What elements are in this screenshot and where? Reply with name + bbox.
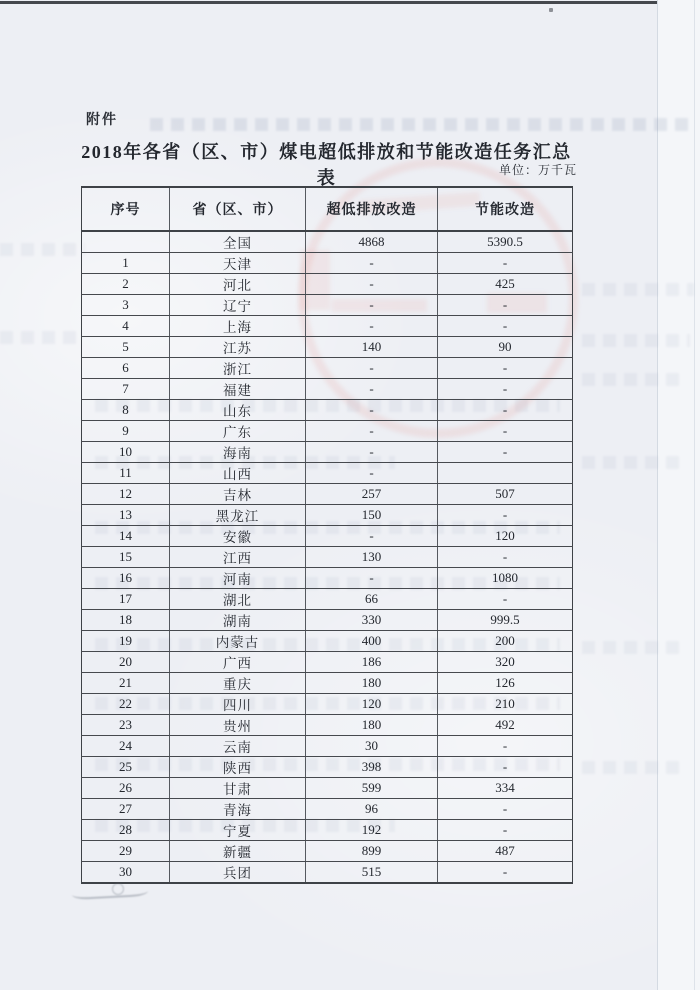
cell-ultra-low-emission: 899 (306, 841, 438, 862)
table-row (82, 379, 573, 400)
cell-no: 9 (82, 421, 170, 442)
table-row (82, 358, 573, 379)
cell-no: 1 (82, 253, 170, 274)
cell-ultra-low-emission: - (306, 316, 438, 337)
cell-province: 兵团 (170, 862, 306, 884)
column-header-no: 序号 (82, 187, 170, 231)
table-row (82, 631, 573, 652)
cell-ultra-low-emission: 192 (306, 820, 438, 841)
table-row (82, 610, 573, 631)
cell-ultra-low-emission: 180 (306, 715, 438, 736)
attachment-label: 附件 (86, 113, 118, 128)
cell-ultra-low-emission: - (306, 526, 438, 547)
table-row (82, 652, 573, 673)
cell-province: 河南 (170, 568, 306, 589)
cell-province: 吉林 (170, 484, 306, 505)
cell-province: 甘肃 (170, 778, 306, 799)
cell-ultra-low-emission: - (306, 295, 438, 316)
cell-ultra-low-emission: 66 (306, 589, 438, 610)
cell-province: 江苏 (170, 337, 306, 358)
table-row (82, 526, 573, 547)
cell-ultra-low-emission: 400 (306, 631, 438, 652)
bleedthrough-text (0, 243, 85, 256)
cell-no (82, 231, 170, 253)
cell-energy-saving: 5390.5 (438, 231, 573, 253)
column-header-ultra-low-emission: 超低排放改造 (306, 187, 438, 231)
cell-no: 27 (82, 799, 170, 820)
table-header-row (82, 187, 573, 231)
cell-no: 15 (82, 547, 170, 568)
table-row (82, 400, 573, 421)
cell-energy-saving: - (438, 442, 573, 463)
cell-province: 湖南 (170, 610, 306, 631)
cell-no: 30 (82, 862, 170, 884)
cell-ultra-low-emission: 150 (306, 505, 438, 526)
cell-energy-saving: - (438, 736, 573, 757)
cell-ultra-low-emission: 130 (306, 547, 438, 568)
scan-speck (549, 8, 553, 12)
cell-no: 23 (82, 715, 170, 736)
column-header-province: 省（区、市） (170, 187, 306, 231)
cell-no: 26 (82, 778, 170, 799)
cell-energy-saving: - (438, 316, 573, 337)
cell-no: 28 (82, 820, 170, 841)
summary-table (81, 186, 573, 884)
cell-energy-saving: 999.5 (438, 610, 573, 631)
cell-province: 广西 (170, 652, 306, 673)
bleedthrough-text (150, 118, 690, 131)
table-row (82, 484, 573, 505)
table-row (82, 421, 573, 442)
page-number-smudge (72, 886, 148, 900)
table-row (82, 589, 573, 610)
cell-no: 2 (82, 274, 170, 295)
table-row (82, 820, 573, 841)
table-row (82, 694, 573, 715)
table-row (82, 253, 573, 274)
cell-energy-saving: - (438, 505, 573, 526)
cell-energy-saving: 492 (438, 715, 573, 736)
cell-province: 陕西 (170, 757, 306, 778)
cell-ultra-low-emission: 398 (306, 757, 438, 778)
cell-energy-saving: 200 (438, 631, 573, 652)
cell-energy-saving (438, 463, 573, 484)
table-row (82, 673, 573, 694)
cell-province: 宁夏 (170, 820, 306, 841)
cell-no: 12 (82, 484, 170, 505)
cell-no: 29 (82, 841, 170, 862)
cell-province: 贵州 (170, 715, 306, 736)
cell-province: 河北 (170, 274, 306, 295)
cell-energy-saving: - (438, 757, 573, 778)
cell-no: 22 (82, 694, 170, 715)
cell-ultra-low-emission: 30 (306, 736, 438, 757)
cell-no: 5 (82, 337, 170, 358)
table-row (82, 757, 573, 778)
cell-energy-saving: 334 (438, 778, 573, 799)
cell-ultra-low-emission: - (306, 379, 438, 400)
cell-energy-saving: 320 (438, 652, 573, 673)
cell-energy-saving: - (438, 862, 573, 884)
cell-no: 3 (82, 295, 170, 316)
table-row (82, 778, 573, 799)
cell-province: 山东 (170, 400, 306, 421)
unit-label: 单位：万千瓦 (498, 163, 577, 177)
cell-province: 安徽 (170, 526, 306, 547)
cell-energy-saving: - (438, 379, 573, 400)
table-row (82, 231, 573, 253)
cell-no: 20 (82, 652, 170, 673)
cell-no: 21 (82, 673, 170, 694)
cell-province: 海南 (170, 442, 306, 463)
cell-energy-saving: 90 (438, 337, 573, 358)
cell-province: 浙江 (170, 358, 306, 379)
cell-ultra-low-emission: - (306, 568, 438, 589)
cell-ultra-low-emission: 599 (306, 778, 438, 799)
cell-province: 江西 (170, 547, 306, 568)
table-row (82, 799, 573, 820)
page-number-smudge (112, 883, 124, 895)
cell-no: 8 (82, 400, 170, 421)
cell-ultra-low-emission: 140 (306, 337, 438, 358)
page-edge-line (694, 0, 695, 990)
table-row (82, 316, 573, 337)
cell-energy-saving: - (438, 400, 573, 421)
table-row (82, 505, 573, 526)
cell-ultra-low-emission: 257 (306, 484, 438, 505)
cell-province: 四川 (170, 694, 306, 715)
cell-energy-saving: 210 (438, 694, 573, 715)
cell-province: 青海 (170, 799, 306, 820)
column-header-energy-saving: 节能改造 (438, 187, 573, 231)
cell-energy-saving: 1080 (438, 568, 573, 589)
cell-province: 广东 (170, 421, 306, 442)
cell-ultra-low-emission: 120 (306, 694, 438, 715)
cell-ultra-low-emission: 4868 (306, 231, 438, 253)
cell-energy-saving: - (438, 589, 573, 610)
cell-province: 全国 (170, 231, 306, 253)
cell-ultra-low-emission: 96 (306, 799, 438, 820)
cell-energy-saving: - (438, 547, 573, 568)
table-row (82, 547, 573, 568)
scan-edge-line (0, 1, 658, 4)
cell-no: 25 (82, 757, 170, 778)
cell-energy-saving: - (438, 421, 573, 442)
cell-no: 14 (82, 526, 170, 547)
cell-province: 天津 (170, 253, 306, 274)
cell-province: 云南 (170, 736, 306, 757)
cell-province: 山西 (170, 463, 306, 484)
cell-ultra-low-emission: 515 (306, 862, 438, 884)
page-title: 2018年各省（区、市）煤电超低排放和节能改造任务汇总表 (81, 142, 572, 188)
cell-energy-saving: - (438, 799, 573, 820)
cell-no: 11 (82, 463, 170, 484)
cell-no: 18 (82, 610, 170, 631)
table-row (82, 715, 573, 736)
cell-province: 黑龙江 (170, 505, 306, 526)
cell-energy-saving: 126 (438, 673, 573, 694)
table-row (82, 736, 573, 757)
cell-no: 6 (82, 358, 170, 379)
cell-no: 16 (82, 568, 170, 589)
cell-ultra-low-emission: - (306, 253, 438, 274)
cell-ultra-low-emission: - (306, 358, 438, 379)
cell-no: 17 (82, 589, 170, 610)
cell-no: 10 (82, 442, 170, 463)
cell-energy-saving: - (438, 358, 573, 379)
table-row (82, 295, 573, 316)
table-row (82, 337, 573, 358)
cell-province: 辽宁 (170, 295, 306, 316)
table-row (82, 274, 573, 295)
cell-no: 4 (82, 316, 170, 337)
cell-energy-saving: 425 (438, 274, 573, 295)
cell-no: 19 (82, 631, 170, 652)
table-row (82, 568, 573, 589)
cell-ultra-low-emission: - (306, 421, 438, 442)
cell-no: 7 (82, 379, 170, 400)
cell-ultra-low-emission: 186 (306, 652, 438, 673)
cell-province: 福建 (170, 379, 306, 400)
cell-ultra-low-emission: - (306, 274, 438, 295)
cell-province: 重庆 (170, 673, 306, 694)
cell-ultra-low-emission: - (306, 463, 438, 484)
cell-province: 新疆 (170, 841, 306, 862)
cell-no: 13 (82, 505, 170, 526)
cell-energy-saving: - (438, 820, 573, 841)
cell-energy-saving: 120 (438, 526, 573, 547)
cell-province: 上海 (170, 316, 306, 337)
table-row (82, 442, 573, 463)
cell-ultra-low-emission: - (306, 400, 438, 421)
table-row (82, 862, 573, 884)
cell-ultra-low-emission: 330 (306, 610, 438, 631)
cell-energy-saving: - (438, 253, 573, 274)
cell-energy-saving: 507 (438, 484, 573, 505)
cell-energy-saving: 487 (438, 841, 573, 862)
table-row (82, 841, 573, 862)
cell-ultra-low-emission: 180 (306, 673, 438, 694)
table-row (82, 463, 573, 484)
cell-no: 24 (82, 736, 170, 757)
cell-province: 内蒙古 (170, 631, 306, 652)
bleedthrough-text (0, 331, 78, 344)
cell-ultra-low-emission: - (306, 442, 438, 463)
cell-energy-saving: - (438, 295, 573, 316)
cell-province: 湖北 (170, 589, 306, 610)
